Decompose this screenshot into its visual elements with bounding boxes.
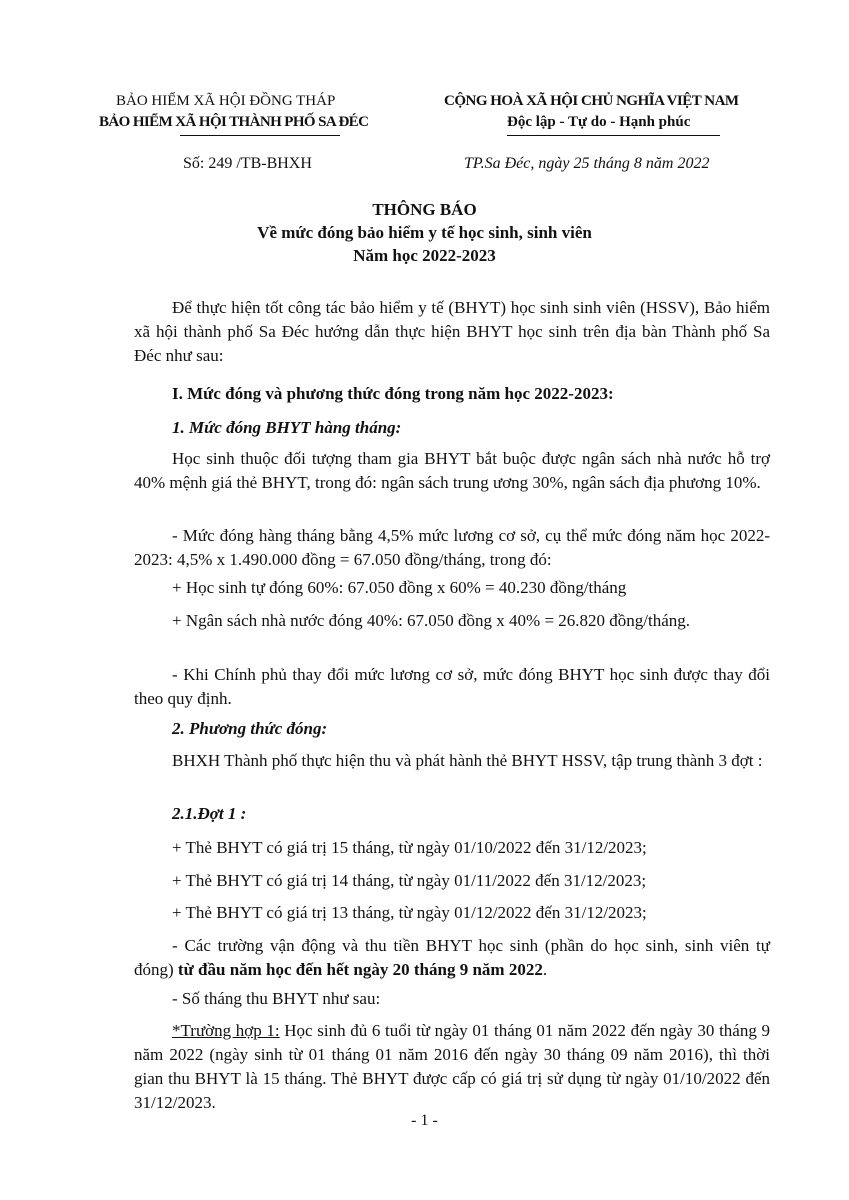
- nation-motto: Độc lập - Tự do - Hạnh phúc: [507, 114, 691, 130]
- page-number: - 1 -: [411, 1112, 438, 1129]
- section-heading-1: I. Mức đóng và phương thức đóng trong năm học 2022-2023:: [172, 384, 614, 403]
- paragraph-collection-deadline: [134, 934, 770, 982]
- card-validity-15: + Thẻ BHYT có giá trị 15 tháng, từ ngày 01/10/2022 đến 31/12/2023;: [172, 838, 647, 857]
- place-date: TP.Sa Đéc, ngày 25 tháng 8 năm 2022: [464, 155, 710, 172]
- org-underline: [180, 135, 340, 136]
- phase-1-heading: 2.1.Đợt 1 :: [172, 804, 247, 823]
- paragraph-subsidy: Học sinh thuộc đối tượng tham gia BHYT bắt buộc được ngân sách nhà nước hỗ trợ 40% mệnh giá thẻ BHYT, trong đó: ngân sách trung ương 30%, ngân sách địa phương 10%.: [134, 449, 770, 492]
- paragraph-months: - Số tháng thu BHYT như sau:: [172, 989, 381, 1008]
- paragraph-collection: BHXH Thành phố thực hiện thu và phát hành thẻ BHYT HSSV, tập trung thành 3 đợt :: [172, 751, 763, 770]
- intro-paragraph: Để thực hiện tốt công tác bảo hiểm y tế (BHYT) học sinh sinh viên (HSSV), Bảo hiểm xã hội thành phố Sa Đéc hướng dẫn thực hiện BHYT học sinh trên địa bàn Thành phố Sa Đéc như sau:: [134, 298, 770, 365]
- paragraph-state-share: + Ngân sách nhà nước đóng 40%: 67.050 đồng x 40% = 26.820 đồng/tháng.: [172, 611, 691, 630]
- document-subject: Về mức đóng bảo hiểm y tế học sinh, sinh viên: [257, 223, 592, 242]
- subsection-heading-2: 2. Phương thức đóng:: [172, 719, 328, 738]
- motto-underline: [507, 135, 720, 136]
- paragraph-case-1: [134, 1019, 770, 1115]
- case-1-label: *Trường hợp 1:: [172, 1021, 280, 1040]
- document-title: THÔNG BÁO: [372, 200, 477, 219]
- deadline-period: .: [542, 960, 548, 979]
- org-parent-name: BẢO HIỂM XÃ HỘI ĐỒNG THÁP: [116, 93, 336, 109]
- subsection-heading-1: 1. Mức đóng BHYT hàng tháng:: [172, 418, 402, 437]
- paragraph-student-share: + Học sinh tự đóng 60%: 67.050 đồng x 60% = 40.230 đồng/tháng: [172, 578, 627, 597]
- case-1-text: Học sinh đủ 6 tuổi từ ngày 01 tháng 01 năm 2022 đến ngày 30 tháng 9 năm 2022 (ngày sinh từ 01 tháng 01 năm 2016 đến ngày 30 tháng 09 năm 2016), thì thời gian thu BHYT là 15 tháng. Thẻ BHYT được cấp có giá trị sử dụng từ ngày 01/10/2022 đến 31/12/2023.: [134, 1021, 770, 1112]
- org-name: BẢO HIỂM XÃ HỘI THÀNH PHỐ SA ĐÉC: [99, 114, 369, 130]
- deadline-text: - Các trường vận động và thu tiền BHYT học sinh (phần do học sinh, sinh viên tự đóng): [134, 936, 770, 979]
- card-validity-14: + Thẻ BHYT có giá trị 14 tháng, từ ngày 01/11/2022 đến 31/12/2023;: [172, 871, 647, 890]
- paragraph-monthly-rate: - Mức đóng hàng tháng bằng 4,5% mức lương cơ sở, cụ thể mức đóng năm học 2022-2023: 4,5% x 1.490.000 đồng = 67.050 đồng/tháng, trong đó:: [134, 526, 770, 569]
- document-number: Số: 249 /TB-BHXH: [183, 155, 312, 172]
- nation-title: CỘNG HOÀ XÃ HỘI CHỦ NGHĨA VIỆT NAM: [444, 93, 739, 109]
- card-validity-13: + Thẻ BHYT có giá trị 13 tháng, từ ngày 01/12/2022 đến 31/12/2023;: [172, 903, 647, 922]
- deadline-date: từ đầu năm học đến hết ngày 20 tháng 9 năm 2022: [177, 960, 543, 979]
- paragraph-rate-change: - Khi Chính phủ thay đổi mức lương cơ sở, mức đóng BHYT học sinh được thay đổi theo quy định.: [134, 665, 770, 708]
- document-school-year: Năm học 2022-2023: [353, 246, 496, 265]
